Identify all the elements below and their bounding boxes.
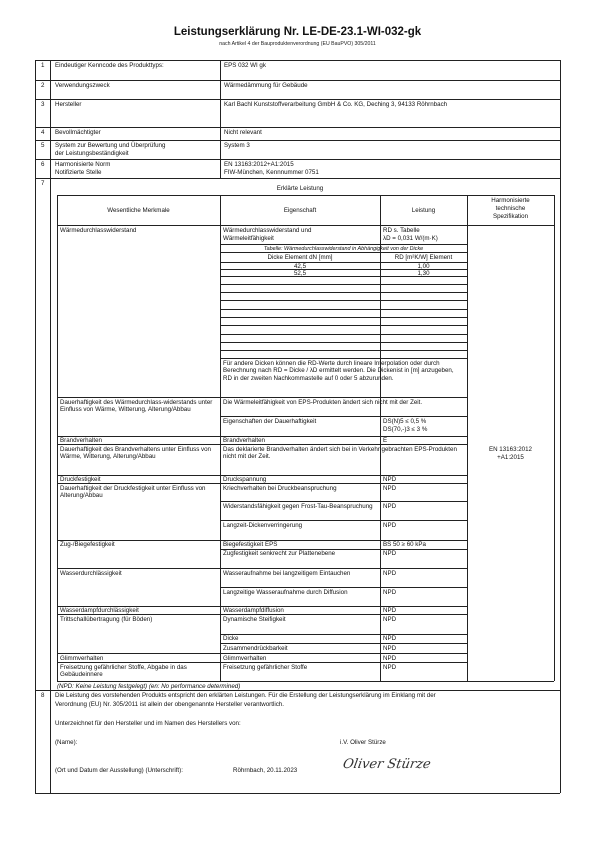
handwritten-signature: Oliver Stürze <box>341 757 432 772</box>
water-diffusion-property: Langzeitige Wasseraufnahme durch Diffusion <box>223 589 348 596</box>
water-immersion-performance: NPD <box>383 570 397 577</box>
creep-performance: NPD <box>383 485 397 492</box>
water-immersion-property: Wasseraufnahme bei langzeitigem Eintauchen <box>223 570 351 577</box>
signed-for-text: Unterzeichnet für den Hersteller und im Namen des Herstellers von: <box>55 720 241 727</box>
thermal-property-1: Wärmedurchlasswiderstand und <box>223 227 312 234</box>
tensile-property: Zugfestigkeit senkrecht zur Plattenebene <box>223 550 336 557</box>
creep-property: Kriechverhalten bei Druckbeanspruchung <box>223 485 337 492</box>
thickness-value-1: 42,5 <box>293 263 307 270</box>
avcp-value: System 3 <box>224 142 250 149</box>
thermal-note: Für andere Dicken können die RD-Werte durch lineare Interpolation oder durch Berechnung nach RD = Dicke / λD ermittelt werden. Die Dickenist in [m] anzugeben, RD in der zweiten Nachkommastelle auf 0 oder 5 abzurunden. <box>223 360 454 382</box>
header-hts-2: technische <box>495 205 526 212</box>
freeze-thaw-performance: NPD <box>383 503 397 510</box>
place-date-value: Röhrnbach, 20.11.2023 <box>233 767 298 774</box>
declaration-line-1: Die Leistung des vorstehenden Produkts entspricht den erklärten Leistungen. Für die Erstellung der Leistungserklärung im Einklang mit der <box>55 692 436 699</box>
notified-body-label: Notifizierte Stelle <box>55 168 102 176</box>
header-hts-1: Harmonisierte <box>491 197 530 204</box>
glow-performance: NPD <box>383 654 397 662</box>
product-code-label: Eindeutiger Kenncode des Produkttyps: <box>55 62 164 69</box>
dangerous-substances-property: Freisetzung gefährlicher Stoffe <box>223 664 308 671</box>
intended-use-value: Wärmedämmung für Gebäude <box>224 82 308 89</box>
row-5-number: 5 <box>41 142 45 149</box>
compressibility-performance: NPD <box>383 644 397 652</box>
notified-body-value: FIW-München, Kennnummer 0751 <box>224 168 319 176</box>
page-subtitle: nach Artikel 4 der Bauproduktenverordnung (EU BauPVO) 305/2011 <box>219 41 376 47</box>
declaration-line-2: Verordnung (EU) Nr. 305/2011 ist allein der obengenannte Hersteller verantwortlich. <box>55 701 284 708</box>
thermal-table-caption: Tabelle: Wärmedurchlasswiderstand in Abhängigkeit von der Dicke <box>263 245 424 252</box>
thermal-performance-2: λD = 0,031 W/(m·K) <box>383 235 438 242</box>
manufacturer-value: Karl Bachl Kunststoffverarbeitung GmbH & Co. KG, Deching 3, 94133 Röhrnbach <box>224 101 448 108</box>
thickness-value-2: 52,5 <box>293 270 307 277</box>
representative-value: Nicht relevant <box>224 129 262 136</box>
header-hts-3: Spezifikation <box>492 213 529 220</box>
r-value-1: 1,00 <box>417 263 430 270</box>
thermal-col-thickness: Dicke Element dN [mm] <box>267 254 333 261</box>
thermal-property-2: Wärmeleitfähigkeit <box>223 235 274 242</box>
row-8-number: 8 <box>41 692 45 699</box>
fire-characteristic: Brandverhalten <box>60 437 102 444</box>
declared-performance-heading: Erklärte Leistung <box>276 185 324 192</box>
harmonised-standard-label: Harmonisierte Norm <box>55 161 111 168</box>
intended-use-label: Verwendungszweck <box>55 82 110 89</box>
row-3-number: 3 <box>41 101 45 108</box>
vapour-characteristic: Wasserdampfdurchlässigkeit <box>60 607 139 614</box>
compressive-durability-characteristic: Dauerhaftigkeit der Druckfestigkeit unter Einfluss von Alterung/Abbau <box>60 485 206 500</box>
dangerous-substances-characteristic: Freisetzung gefährlicher Stoffe, Abgabe in das Gebäudeinnere <box>60 664 187 679</box>
glow-property: Glimmverhalten <box>223 654 267 662</box>
fire-property: Brandverhalten <box>223 437 265 444</box>
durability-thermal-property-2: Eigenschaften der Dauerhaftigkeit <box>223 418 317 425</box>
row-7-number: 7 <box>41 180 45 187</box>
name-value: i.V. Oliver Stürze <box>340 739 386 746</box>
impact-thickness-performance: NPD <box>383 635 397 642</box>
thickness-reduction-property: Langzeit-Dickenverringerung <box>223 522 303 529</box>
dynamic-stiffness-property: Dynamische Steifigkeit <box>223 616 286 623</box>
compressibility-property: Zusammendrückbarkeit <box>223 644 288 652</box>
row-2-number: 2 <box>41 82 45 89</box>
page-title: Leistungserklärung Nr. LE-DE-23.1-WI-032-gk <box>173 26 422 38</box>
vapour-property: Wasserdampfdiffusion <box>223 607 284 614</box>
place-date-label: (Ort und Datum der Ausstellung) (Unterschrift): <box>55 767 183 774</box>
durability-thermal-perf-1: DS(N)5 ≤ 0,5 % <box>383 418 427 425</box>
tensile-performance: NPD <box>383 550 397 557</box>
impact-characteristic: Trittschallübertragung (für Böden) <box>60 616 153 623</box>
freeze-thaw-property: Widerstandsfähigkeit gegen Frost-Tau-Beanspruchung <box>223 503 373 510</box>
header-performance: Leistung <box>411 207 436 214</box>
water-diffusion-performance: NPD <box>383 589 397 596</box>
representative-label: Bevollmächtigter <box>55 129 101 136</box>
dynamic-stiffness-performance: NPD <box>383 616 397 623</box>
vapour-performance: NPD <box>383 607 397 614</box>
row-4-number: 4 <box>41 129 45 136</box>
name-label: (Name): <box>55 739 78 746</box>
avcp-label-2: der Leistungsbeständigkeit <box>55 149 129 157</box>
fire-durability-characteristic: Dauerhaftigkeit des Brandverhaltens unter Einfluss von Wärme, Witterung, Alterung/Abbau <box>60 446 211 461</box>
bending-performance: BS 50 ≥ 60 kPa <box>383 541 426 548</box>
harmonised-standard-value: EN 13163:2012+A1:2015 <box>224 161 294 168</box>
avcp-label-1: System zur Bewertung und Überprüfung <box>55 142 166 149</box>
thermal-performance-1: RD s. Tabelle <box>383 227 420 234</box>
row-1-number: 1 <box>41 62 45 69</box>
thermal-col-r: RD [m²K/W] Element <box>394 254 453 261</box>
bending-property: Biegefestigkeit EPS <box>223 541 278 548</box>
thermal-characteristic: Wärmedurchlasswiderstand <box>60 227 137 234</box>
fire-performance: E <box>383 437 388 444</box>
compressive-property: Druckspannung <box>223 476 267 483</box>
compressive-characteristic: Druckfestigkeit <box>60 476 101 483</box>
durability-thermal-characteristic: Dauerhaftigkeit des Wärmedurchlass-widerstands unter Einfluss von Wärme, Witterung, Alterung/Abbau <box>60 399 213 414</box>
dangerous-substances-performance: NPD <box>383 664 397 671</box>
row-6-number: 6 <box>41 161 45 168</box>
npd-note: (NPD: Keine Leistung festgelegt) (en: No performance determined) <box>57 683 241 690</box>
thickness-reduction-performance: NPD <box>383 522 397 529</box>
water-permeability-characteristic: Wasserdurchlässigkeit <box>60 570 122 577</box>
durability-thermal-property-1: Die Wärmeleitfähigkeit von EPS-Produkten ändert sich nicht mit der Zeit. <box>223 399 423 406</box>
glow-characteristic: Glimmverhalten <box>60 654 104 662</box>
r-value-2: 1,30 <box>417 270 430 277</box>
product-code-value: EPS 032 WI gk <box>224 62 266 69</box>
header-property: Eigenschaft <box>283 207 317 214</box>
manufacturer-label: Hersteller <box>55 101 82 108</box>
compressive-performance: NPD <box>383 476 397 483</box>
header-essential-characteristics: Wesentliche Merkmale <box>107 207 170 214</box>
hts-value-2: +A1:2015 <box>497 454 524 461</box>
impact-thickness-property: Dicke <box>223 635 239 642</box>
hts-value-1: EN 13163:2012 <box>488 446 532 453</box>
durability-thermal-perf-2: DS(70,-)3 ≤ 3 % <box>383 426 428 433</box>
tensile-characteristic: Zug-/Biegefestigkeit <box>60 541 115 548</box>
fire-durability-property: Das deklarierte Brandverhalten ändert sich bei in Verkehr gebrachten EPS-Produkten nicht mit der Zeit. <box>223 446 457 461</box>
